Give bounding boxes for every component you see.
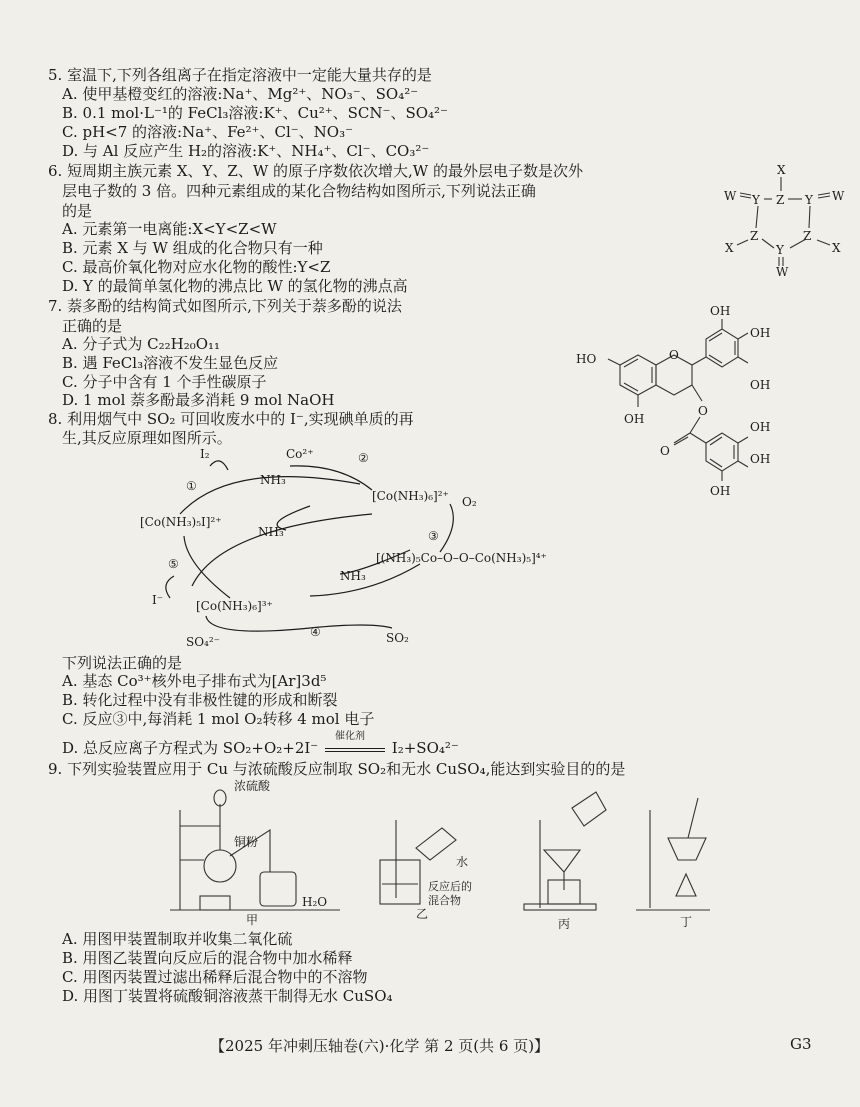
fig6-w-left: W — [724, 189, 737, 203]
fig8-co-nh3-6-3plus: [Co(NH₃)₆]³⁺ — [196, 599, 273, 613]
q5-stem: 5. 室温下,下列各组离子在指定溶液中一定能大量共存的是 — [48, 66, 432, 84]
fig8-iminus: I⁻ — [152, 593, 164, 607]
fig7-ester-o: O — [698, 404, 708, 418]
fig6-x-right: X — [832, 241, 841, 255]
q8-option-d-left: D. 总反应离子方程式为 SO₂+O₂+2I⁻ — [62, 739, 319, 757]
fig8-nh3-top: NH₃ — [260, 473, 286, 487]
fig9-mix-line1: 反应后的 — [428, 880, 472, 893]
fig6-z-top: Z — [776, 193, 785, 207]
fig6-x-left: X — [725, 241, 734, 255]
fig8-i2: I₂ — [200, 447, 210, 461]
q8-option-c: C. 反应③中,每消耗 1 mol O₂转移 4 mol 电子 — [62, 710, 375, 728]
fig7-carbonyl-o: O — [660, 444, 670, 458]
fig9-yi: 乙 — [416, 907, 429, 921]
q6-option-a: A. 元素第一电离能:X<Y<Z<W — [62, 220, 277, 238]
q8-cycle-diagram — [110, 444, 580, 654]
q7-option-a: A. 分子式为 C₂₂H₂₀O₁₁ — [62, 335, 221, 353]
fig9-bing: 丙 — [558, 917, 571, 931]
fig9-acid: 浓硫酸 — [234, 779, 271, 793]
fig8-co2: Co²⁺ — [286, 447, 314, 461]
fig7-oh-bottom: OH — [624, 412, 645, 426]
catalyst-arrow — [323, 731, 387, 758]
fig8-step1: ① — [186, 479, 197, 493]
fig8-peroxo-complex: [(NH₃)₅Co–O–O–Co(NH₃)₅]⁴⁺ — [376, 551, 547, 565]
fig9-jia: 甲 — [246, 913, 259, 927]
q6-structure-figure — [720, 160, 860, 280]
fig8-step3: ③ — [428, 529, 439, 543]
q6-option-c: C. 最高价氧化物对应水化物的酸性:Y<Z — [62, 258, 331, 276]
fig8-step2: ② — [358, 451, 369, 465]
catalyst-label: 催化剂 — [335, 731, 365, 742]
fig7-oh-gal3: OH — [710, 484, 731, 498]
fig7-oh-gal2: OH — [750, 452, 771, 466]
fig7-oh-gal1: OH — [750, 420, 771, 434]
q9-apparatus-figure — [160, 780, 720, 930]
fig6-w-right: W — [832, 189, 845, 203]
fig8-o2: O₂ — [462, 495, 477, 509]
paper-code: G3 — [790, 1035, 812, 1053]
fig6-y-bottom: Y — [776, 243, 784, 257]
q9-stem: 9. 下列实验装置应用于 Cu 与浓硫酸反应制取 SO₂和无水 CuSO₄,能达到实验目的的是 — [48, 760, 626, 778]
fig9-mix-line2: 混合物 — [428, 894, 461, 907]
q5-option-c: C. pH<7 的溶液:Na⁺、Fe²⁺、Cl⁻、NO₃⁻ — [62, 123, 354, 141]
q7-option-d: D. 1 mol 萘多酚最多消耗 9 mol NaOH — [62, 391, 335, 409]
fig8-co-nh3-5-i: [Co(NH₃)₅I]²⁺ — [140, 515, 222, 529]
q7-stem-line1: 7. 萘多酚的结构简式如图所示,下列关于萘多酚的说法 — [48, 297, 402, 315]
q7-option-b: B. 遇 FeCl₃溶液不发生显色反应 — [62, 354, 279, 372]
q6-option-d: D. Y 的最简单氢化物的沸点比 W 的氢化物的沸点高 — [62, 277, 408, 295]
fig8-nh3-low: NH₃ — [340, 569, 366, 583]
fig6-x-top: X — [777, 163, 786, 177]
fig8-step5: ⑤ — [168, 557, 179, 571]
q8-option-d-right: I₂+SO₄²⁻ — [391, 739, 459, 757]
fig6-z-right: Z — [803, 229, 812, 243]
fig7-ring-o: O — [669, 348, 679, 362]
q9-option-a: A. 用图甲装置制取并收集二氧化硫 — [62, 930, 293, 948]
q9-option-c: C. 用图丙装置过滤出稀释后混合物中的不溶物 — [62, 968, 368, 986]
q9-option-b: B. 用图乙装置向反应后的混合物中加水稀释 — [62, 949, 353, 967]
fig9-ding: 丁 — [680, 915, 693, 929]
q8-lead: 下列说法正确的是 — [62, 654, 183, 672]
q6-stem-line3: 的是 — [62, 202, 93, 220]
fig9-cu-powder: 铜粉 — [234, 835, 259, 849]
fig8-so2: SO₂ — [386, 631, 409, 645]
fig7-ho-left: HO — [576, 352, 597, 366]
fig7-oh-right2: OH — [750, 378, 771, 392]
fig6-z-left: Z — [750, 229, 759, 243]
q7-stem-line2: 正确的是 — [62, 317, 123, 335]
fig8-nh3-mid: NH₃ — [258, 525, 284, 539]
q9-option-d: D. 用图丁装置将硫酸铜溶液蒸干制得无水 CuSO₄ — [62, 987, 393, 1005]
q8-option-a: A. 基态 Co³⁺核外电子排布式为[Ar]3d⁵ — [62, 672, 327, 690]
q8-stem-line2: 生,其反应原理如图所示。 — [62, 429, 232, 447]
fig6-y-right: Y — [805, 193, 813, 207]
fig7-oh-top: OH — [710, 304, 731, 318]
q8-stem-line1: 8. 利用烟气中 SO₂ 可回收废水中的 I⁻,实现碘单质的再 — [48, 410, 414, 428]
fig8-step4: ④ — [310, 625, 321, 639]
q7-structure-figure — [560, 305, 800, 505]
q6-stem-line2: 层电子数的 3 倍。四种元素组成的某化合物结构如图所示,下列说法正确 — [62, 182, 536, 200]
fig6-y-left: Y — [752, 193, 760, 207]
q6-option-b: B. 元素 X 与 W 组成的化合物只有一种 — [62, 239, 323, 257]
fig9-water: 水 — [456, 855, 469, 869]
fig6-w-bottom: W — [776, 265, 789, 279]
q6-stem-line1: 6. 短周期主族元素 X、Y、Z、W 的原子序数依次增大,W 的最外层电子数是次外 — [48, 162, 583, 180]
fig9-h2o: H₂O — [302, 895, 328, 909]
q5-option-d: D. 与 Al 反应产生 H₂的溶液:K⁺、NH₄⁺、Cl⁻、CO₃²⁻ — [62, 142, 430, 160]
q8-option-d — [62, 731, 459, 758]
fig8-so4: SO₄²⁻ — [186, 635, 221, 649]
q5-option-b: B. 0.1 mol·L⁻¹的 FeCl₃溶液:K⁺、Cu²⁺、SCN⁻、SO₄²⁻ — [62, 104, 448, 122]
fig7-oh-right1: OH — [750, 326, 771, 340]
page-footer: 【2025 年冲刺压轴卷(六)·化学 第 2 页(共 6 页)】 — [210, 1037, 550, 1055]
fig8-co-nh3-6-2plus: [Co(NH₃)₆]²⁺ — [372, 489, 449, 503]
q8-option-b: B. 转化过程中没有非极性键的形成和断裂 — [62, 691, 338, 709]
q7-option-c: C. 分子中含有 1 个手性碳原子 — [62, 373, 267, 391]
q5-option-a: A. 使甲基橙变红的溶液:Na⁺、Mg²⁺、NO₃⁻、SO₄²⁻ — [62, 85, 419, 103]
